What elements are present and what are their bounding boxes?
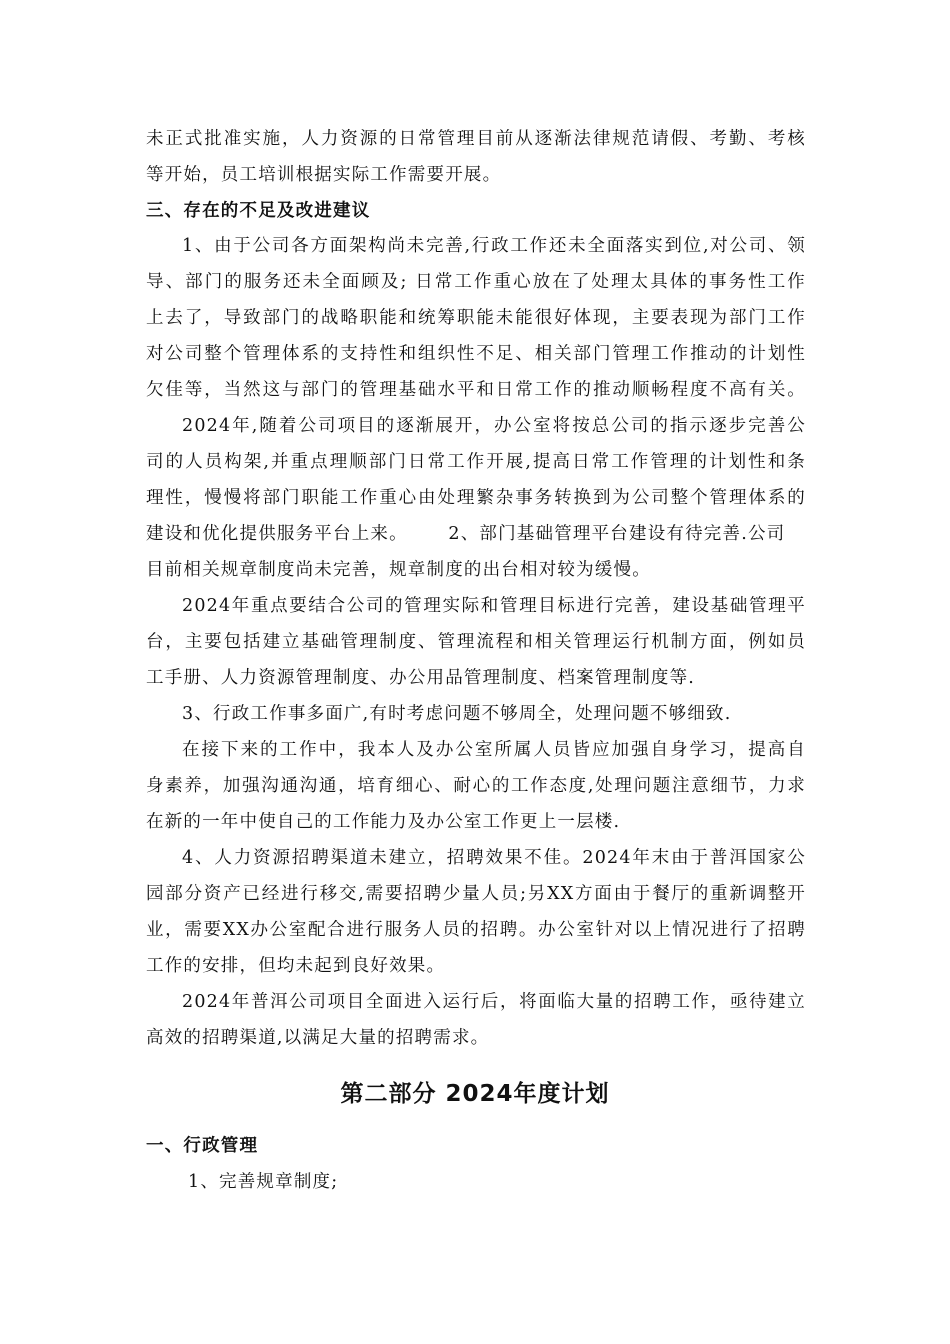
paragraph-line: 目前相关规章制度尚未完善，规章制度的出台相对较为缓慢。 [146, 560, 651, 580]
paragraph-line: 1、由于公司各方面架构尚未完善,行政工作还未全面落实到位,对公司、领 [182, 236, 806, 256]
paragraph-line: 建设和优化提供服务平台上来。 2、部门基础管理平台建设有待完善.公司 [146, 524, 786, 544]
paragraph-line: 等开始，员工培训根据实际工作需要开展。 [146, 165, 502, 185]
paragraph-line: 身素养，加强沟通沟通，培育细心、耐心的工作态度,处理问题注意细节，力求 [146, 776, 806, 796]
paragraph-line: 司的人员构架,并重点理顺部门日常工作开展,提高日常工作管理的计划性和条 [146, 452, 806, 472]
paragraph-line: 欠佳等，当然这与部门的管理基础水平和日常工作的推动顺畅程度不高有关。 [146, 380, 806, 400]
paragraph-line: 2024年重点要结合公司的管理实际和管理目标进行完善，建设基础管理平 [182, 596, 806, 616]
part-heading: 第二部分 2024年度计划 [340, 1081, 610, 1107]
section-heading: 三、存在的不足及改进建议 [146, 201, 371, 221]
list-item: 1、完善规章制度; [188, 1172, 339, 1192]
paragraph-line: 2024年普洱公司项目全面进入运行后，将面临大量的招聘工作，亟待建立 [182, 992, 806, 1012]
paragraph-line: 工作的安排，但均未起到良好效果。 [146, 956, 446, 976]
section-heading: 一、行政管理 [146, 1136, 259, 1156]
paragraph-line: 导、部门的服务还未全面顾及; 日常工作重心放在了处理太具体的事务性工作 [146, 272, 806, 292]
paragraph-line: 在新的一年中使自己的工作能力及办公室工作更上一层楼. [146, 812, 621, 832]
paragraph-line: 理性，慢慢将部门职能工作重心由处理繁杂事务转换到为公司整个管理体系的 [146, 488, 806, 508]
paragraph-line: 对公司整个管理体系的支持性和组织性不足、相关部门管理工作推动的计划性 [146, 344, 806, 364]
paragraph-line: 上去了，导致部门的战略职能和统筹职能未能很好体现，主要表现为部门工作 [146, 308, 806, 328]
paragraph-line: 未正式批准实施，人力资源的日常管理目前从逐渐法律规范请假、考勤、考核 [146, 129, 806, 149]
paragraph-line: 2024年,随着公司项目的逐渐展开，办公室将按总公司的指示逐步完善公 [182, 416, 806, 436]
paragraph-line: 园部分资产已经进行移交,需要招聘少量人员;另XX方面由于餐厅的重新调整开 [146, 884, 806, 904]
paragraph-line: 台，主要包括建立基础管理制度、管理流程和相关管理运行机制方面，例如员 [146, 632, 806, 652]
paragraph-line: 工手册、人力资源管理制度、办公用品管理制度、档案管理制度等. [146, 668, 696, 688]
paragraph-line: 3、行政工作事多面广,有时考虑问题不够周全，处理问题不够细致. [182, 704, 732, 724]
paragraph-line: 业，需要XX办公室配合进行服务人员的招聘。办公室针对以上情况进行了招聘 [146, 920, 806, 940]
paragraph-line: 在接下来的工作中，我本人及办公室所属人员皆应加强自身学习，提高自 [182, 740, 806, 760]
paragraph-line: 高效的招聘渠道,以满足大量的招聘需求。 [146, 1028, 490, 1048]
paragraph-line: 4、人力资源招聘渠道未建立，招聘效果不佳。2024年末由于普洱国家公 [182, 848, 806, 868]
